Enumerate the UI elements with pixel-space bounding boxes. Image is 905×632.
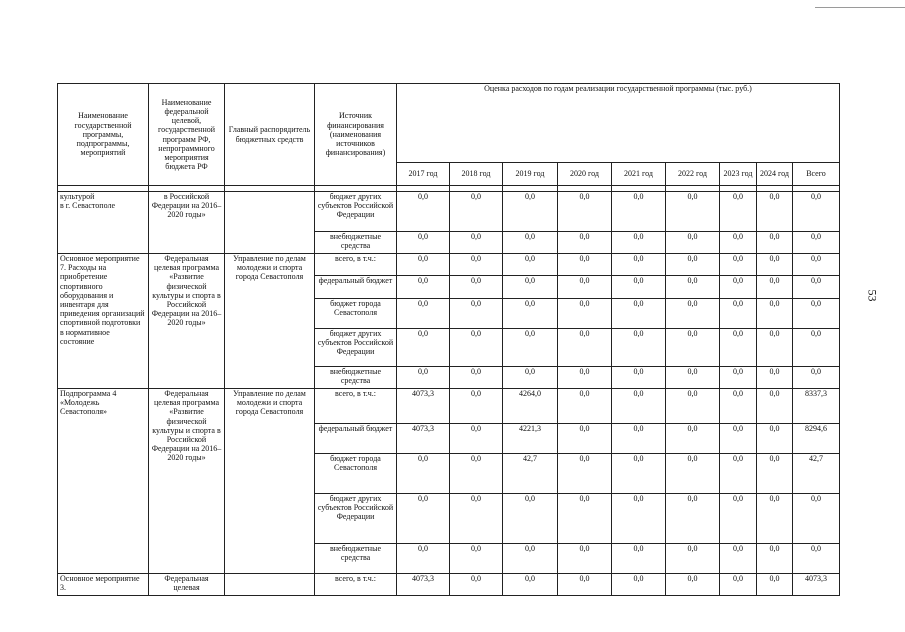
program-cell: Основное мероприятие 3.	[58, 574, 149, 596]
value-cell: 0,0	[666, 424, 720, 454]
value-cell: 0,0	[503, 299, 558, 329]
value-cell: 42,7	[503, 454, 558, 494]
value-cell: 8337,3	[793, 389, 840, 424]
source-cell: всего, в т.ч.:	[315, 389, 397, 424]
table-row	[58, 254, 840, 276]
value-cell: 0,0	[503, 367, 558, 389]
value-cell: 0,0	[450, 424, 503, 454]
value-cell: 0,0	[558, 192, 612, 232]
administrator-cell: Управление по делам молодежи и спорта города Севастополя	[225, 254, 315, 389]
value-cell: 0,0	[450, 574, 503, 596]
value-cell: 0,0	[503, 276, 558, 299]
federal-program-cell: Федеральная целевая	[149, 574, 225, 596]
value-cell: 0,0	[612, 367, 666, 389]
program-cell: Подпрограмма 4 «Молодежь Севастополя»	[58, 389, 149, 574]
value-cell: 0,0	[503, 232, 558, 254]
table-row	[58, 192, 840, 232]
value-cell: 0,0	[612, 232, 666, 254]
value-cell: 0,0	[757, 232, 793, 254]
source-cell: внебюджетные средства	[315, 544, 397, 574]
value-cell: 0,0	[558, 389, 612, 424]
value-cell: 0,0	[450, 367, 503, 389]
value-cell: 0,0	[793, 192, 840, 232]
value-cell: 0,0	[503, 544, 558, 574]
value-cell: 0,0	[720, 232, 757, 254]
value-cell: 0,0	[612, 192, 666, 232]
value-cell: 0,0	[666, 494, 720, 544]
header-federal-program: Наименование федеральной целевой, государственной программ РФ, непрограммного мероприятия бюджета РФ	[149, 84, 225, 186]
table-row	[58, 574, 840, 596]
value-cell: 0,0	[793, 367, 840, 389]
year-header: 2018 год	[450, 163, 503, 186]
source-cell: бюджет других субъектов Российской Федерации	[315, 192, 397, 232]
year-header: 2017 год	[397, 163, 450, 186]
budget-table	[57, 83, 840, 596]
value-cell: 0,0	[720, 494, 757, 544]
value-cell: 4073,3	[397, 574, 450, 596]
value-cell: 0,0	[666, 329, 720, 367]
value-cell: 0,0	[397, 454, 450, 494]
value-cell: 0,0	[450, 299, 503, 329]
value-cell: 0,0	[793, 276, 840, 299]
value-cell: 0,0	[558, 494, 612, 544]
value-cell: 0,0	[720, 454, 757, 494]
value-cell: 0,0	[503, 494, 558, 544]
value-cell: 0,0	[397, 299, 450, 329]
value-cell: 0,0	[612, 494, 666, 544]
value-cell: 0,0	[757, 454, 793, 494]
value-cell: 0,0	[720, 192, 757, 232]
value-cell: 0,0	[757, 276, 793, 299]
federal-program-cell: Федеральная целевая программа «Развитие физической культуры и спорта в Российской Федерации на 2016–2020 годы»	[149, 389, 225, 574]
value-cell: 4264,0	[503, 389, 558, 424]
year-header: 2024 год	[757, 163, 793, 186]
source-cell: всего, в т.ч.:	[315, 574, 397, 596]
value-cell: 0,0	[558, 367, 612, 389]
year-header: Всего	[793, 163, 840, 186]
value-cell: 0,0	[757, 389, 793, 424]
value-cell: 0,0	[558, 254, 612, 276]
value-cell: 0,0	[757, 544, 793, 574]
value-cell: 0,0	[450, 544, 503, 574]
value-cell: 0,0	[757, 254, 793, 276]
value-cell: 0,0	[558, 574, 612, 596]
value-cell: 0,0	[397, 254, 450, 276]
value-cell: 0,0	[757, 299, 793, 329]
year-header: 2019 год	[503, 163, 558, 186]
value-cell: 0,0	[757, 494, 793, 544]
header-source: Источник финансирования (наименования источников финансирования)	[315, 84, 397, 186]
header-administrator: Главный распорядитель бюджетных средств	[225, 84, 315, 186]
value-cell: 0,0	[612, 454, 666, 494]
value-cell: 0,0	[450, 389, 503, 424]
value-cell: 0,0	[558, 454, 612, 494]
value-cell: 0,0	[666, 454, 720, 494]
source-cell: бюджет других субъектов Российской Федерации	[315, 494, 397, 544]
value-cell: 0,0	[558, 232, 612, 254]
value-cell: 0,0	[612, 276, 666, 299]
value-cell: 0,0	[612, 574, 666, 596]
value-cell: 0,0	[397, 494, 450, 544]
value-cell: 0,0	[612, 254, 666, 276]
value-cell: 0,0	[558, 299, 612, 329]
value-cell: 0,0	[612, 389, 666, 424]
value-cell: 0,0	[757, 574, 793, 596]
administrator-cell	[225, 192, 315, 254]
value-cell: 0,0	[503, 574, 558, 596]
header-program: Наименование государственной программы, подпрограммы, мероприятий	[58, 84, 149, 186]
value-cell: 0,0	[612, 299, 666, 329]
value-cell: 0,0	[666, 254, 720, 276]
value-cell: 0,0	[720, 254, 757, 276]
value-cell: 0,0	[720, 389, 757, 424]
value-cell: 0,0	[720, 544, 757, 574]
value-cell: 0,0	[558, 424, 612, 454]
year-header: 2020 год	[558, 163, 612, 186]
value-cell: 4221,3	[503, 424, 558, 454]
value-cell: 0,0	[397, 329, 450, 367]
value-cell: 0,0	[793, 329, 840, 367]
value-cell: 0,0	[793, 494, 840, 544]
year-header: 2023 год	[720, 163, 757, 186]
value-cell: 0,0	[503, 254, 558, 276]
value-cell: 0,0	[503, 329, 558, 367]
administrator-cell	[225, 574, 315, 596]
value-cell: 8294,6	[793, 424, 840, 454]
administrator-cell: Управление по делам молодежи и спорта города Севастополя	[225, 389, 315, 574]
value-cell: 4073,3	[793, 574, 840, 596]
value-cell: 0,0	[793, 544, 840, 574]
value-cell: 0,0	[720, 367, 757, 389]
source-cell: бюджет города Севастополя	[315, 454, 397, 494]
source-cell: внебюджетные средства	[315, 232, 397, 254]
top-rule	[815, 7, 905, 8]
value-cell: 0,0	[397, 192, 450, 232]
source-cell: бюджет других субъектов Российской Федерации	[315, 329, 397, 367]
value-cell: 0,0	[793, 299, 840, 329]
value-cell: 0,0	[757, 192, 793, 232]
value-cell: 0,0	[450, 329, 503, 367]
source-cell: бюджет города Севастополя	[315, 299, 397, 329]
page-number: 53	[865, 289, 880, 302]
value-cell: 0,0	[558, 276, 612, 299]
value-cell: 0,0	[757, 367, 793, 389]
value-cell: 0,0	[503, 192, 558, 232]
value-cell: 0,0	[397, 232, 450, 254]
year-header: 2021 год	[612, 163, 666, 186]
value-cell: 0,0	[757, 329, 793, 367]
value-cell: 0,0	[720, 276, 757, 299]
value-cell: 0,0	[666, 299, 720, 329]
value-cell: 4073,3	[397, 389, 450, 424]
year-header: 2022 год	[666, 163, 720, 186]
value-cell: 0,0	[666, 389, 720, 424]
value-cell: 0,0	[720, 574, 757, 596]
header-estimate: Оценка расходов по годам реализации государственной программы (тыс. руб.)	[397, 84, 840, 163]
value-cell: 0,0	[757, 424, 793, 454]
value-cell: 0,0	[397, 367, 450, 389]
value-cell: 0,0	[450, 276, 503, 299]
value-cell: 0,0	[666, 232, 720, 254]
value-cell: 42,7	[793, 454, 840, 494]
value-cell: 0,0	[450, 192, 503, 232]
source-cell: федеральный бюджет	[315, 424, 397, 454]
source-cell: федеральный бюджет	[315, 276, 397, 299]
value-cell: 0,0	[720, 329, 757, 367]
value-cell: 0,0	[397, 276, 450, 299]
program-cell: культурой в г. Севастополе	[58, 192, 149, 254]
value-cell: 0,0	[558, 544, 612, 574]
value-cell: 0,0	[666, 367, 720, 389]
value-cell: 4073,3	[397, 424, 450, 454]
value-cell: 0,0	[720, 424, 757, 454]
value-cell: 0,0	[450, 254, 503, 276]
value-cell: 0,0	[793, 232, 840, 254]
value-cell: 0,0	[397, 544, 450, 574]
source-cell: внебюджетные средства	[315, 367, 397, 389]
table-row	[58, 389, 840, 424]
value-cell: 0,0	[666, 574, 720, 596]
value-cell: 0,0	[558, 329, 612, 367]
value-cell: 0,0	[666, 544, 720, 574]
source-cell: всего, в т.ч.:	[315, 254, 397, 276]
value-cell: 0,0	[450, 454, 503, 494]
program-cell: Основное мероприятие 7. Расходы на приобретение спортивного оборудования и инвентаря для приведения организаций спортивной подготовки в нормативное состояние	[58, 254, 149, 389]
value-cell: 0,0	[720, 299, 757, 329]
value-cell: 0,0	[450, 232, 503, 254]
value-cell: 0,0	[450, 494, 503, 544]
value-cell: 0,0	[612, 329, 666, 367]
value-cell: 0,0	[612, 424, 666, 454]
federal-program-cell: в Российской Федерации на 2016–2020 годы»	[149, 192, 225, 254]
value-cell: 0,0	[793, 254, 840, 276]
value-cell: 0,0	[666, 276, 720, 299]
value-cell: 0,0	[612, 544, 666, 574]
federal-program-cell: Федеральная целевая программа «Развитие физической культуры и спорта в Российской Федерации на 2016–2020 годы»	[149, 254, 225, 389]
value-cell: 0,0	[666, 192, 720, 232]
